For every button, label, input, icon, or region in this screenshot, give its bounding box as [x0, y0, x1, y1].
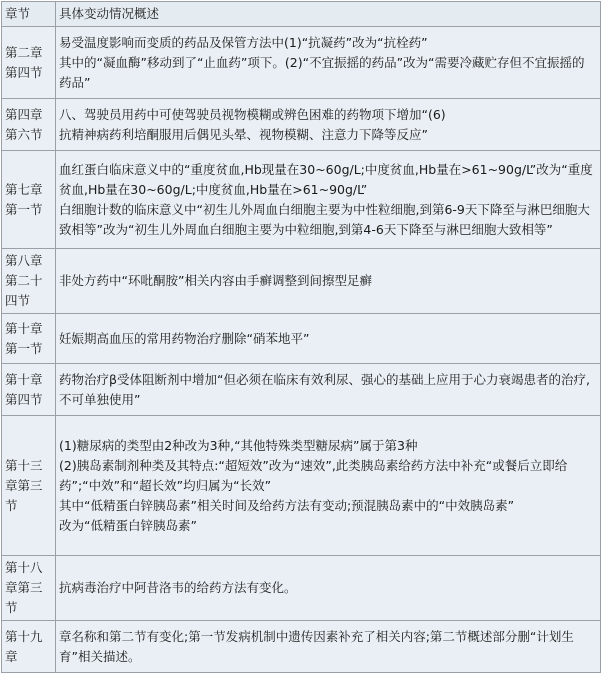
summary-line: 改为“低精蛋白锌胰岛素” — [59, 517, 197, 533]
summary-line: 易受温度影响而变质的药品及保管方法中(1)“抗凝药”改为“抗栓药” — [59, 34, 428, 50]
summary-line: 药物治疗β受体阻断剂中增加“但必须在临床有效利尿、强心的基础上应用于心力衰竭患者的治疗,不可单独使用” — [59, 371, 590, 407]
summary-line: 抗精神病药利培酮服用后偶见头晕、视物模糊、注意力下降等反应” — [59, 126, 428, 142]
chapter-cell: 第八章第二十四节 — [2, 249, 56, 314]
header-summary: 具体变动情况概述 — [56, 2, 601, 27]
summary-cell — [56, 314, 601, 364]
table-header-row — [2, 2, 601, 27]
chapter-cell: 第十章第四节 — [2, 364, 56, 416]
table-row — [2, 151, 601, 249]
chapter-cell: 第十三章第三节 — [2, 416, 56, 556]
summary-line: 八、驾驶员用药中可使驾驶员视物模糊或辨色困难的药物项下增加“(6) — [59, 106, 446, 122]
chapter-cell: 第十章第一节 — [2, 314, 56, 364]
summary-cell — [56, 151, 601, 249]
summary-line: 其中“低精蛋白锌胰岛素”相关时间及给药方法有变动;预混胰岛素中的“中效胰岛素” — [59, 497, 515, 513]
chapter-cell: 第十九章 — [2, 621, 56, 673]
summary-line: 妊娠期高血压的常用药物治疗删除“硝苯地平” — [59, 330, 310, 346]
table-row — [2, 416, 601, 556]
summary-cell — [56, 27, 601, 99]
summary-cell — [56, 621, 601, 673]
changes-table — [1, 1, 601, 673]
summary-cell — [56, 99, 601, 151]
summary-cell — [56, 416, 601, 556]
table-row — [2, 364, 601, 416]
table-row — [2, 556, 601, 621]
summary-cell — [56, 364, 601, 416]
table-row — [2, 27, 601, 99]
table-row — [2, 99, 601, 151]
summary-line: 章名称和第二节有变化;第一节发病机制中遗传因素补充了相关内容;第二节概述部分删“计划生育”相关描述。 — [59, 628, 574, 664]
table-row — [2, 249, 601, 314]
summary-cell — [56, 556, 601, 621]
chapter-cell: 第七章第一节 — [2, 151, 56, 249]
summary-line: (1)糖尿病的类型由2种改为3种,“其他特殊类型糖尿病”属于第3种 — [59, 437, 418, 453]
table-row — [2, 621, 601, 673]
summary-cell — [56, 249, 601, 314]
summary-line: 血红蛋白临床意义中的“重度贫血,Hb现量在30~60g/L;中度贫血,Hb量在>61~90g/L”改为“重度贫血,Hb量在30~60g/L;中度贫血,Hb量在>61~90g/L” — [59, 161, 593, 197]
chapter-cell: 第四章第六节 — [2, 99, 56, 151]
header-chapter: 章节 — [2, 2, 56, 27]
summary-line: 其中的“凝血酶”移动到了“止血药”项下。(2)“不宜振摇的药品”改为“需要冷藏贮存但不宜振摇的药品” — [59, 54, 585, 90]
summary-line: 非处方药中“环吡酮胺”相关内容由手癣调整到间擦型足癣 — [59, 273, 372, 288]
table-row — [2, 314, 601, 364]
chapter-cell: 第二章第四节 — [2, 27, 56, 99]
summary-line: (2)胰岛素制剂种类及其特点:“超短效”改为“速效”,此类胰岛素给药方法中补充“或餐后立即给药”;“中效”和“超长效”均归属为“长效” — [59, 457, 568, 493]
summary-line: 抗病毒治疗中阿昔洛韦的给药方法有变化。 — [59, 580, 297, 595]
chapter-cell: 第十八章第三节 — [2, 556, 56, 621]
summary-line: 白细胞计数的临床意义中“初生儿外周血白细胞主要为中性粒细胞,到第6-9天下降至与淋巴细胞大致相等”改为“初生儿外周血白细胞主要为中粒细胞,到第4-6天下降至与淋巴细胞大致相等” — [59, 201, 590, 237]
